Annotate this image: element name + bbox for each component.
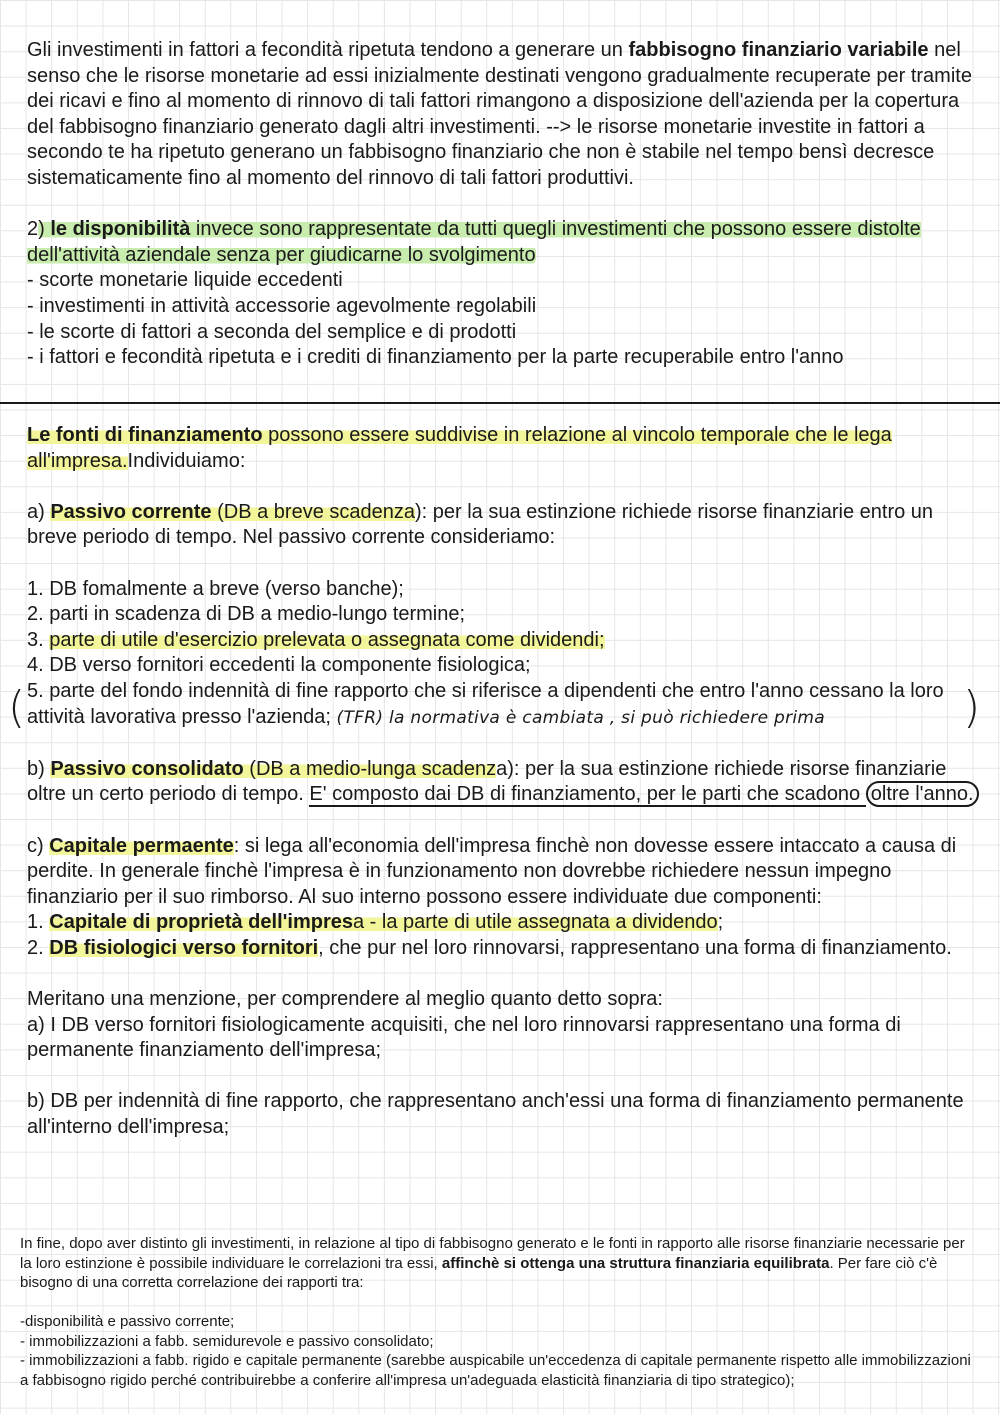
list-item: b) DB per indennità di fine rapporto, che rappresentano anch'essi una forma di finanziamento permanente all'interno dell'impresa; [27,1090,964,1139]
underlined-text: E' composto dai DB di finanziamento, per le parti che scadono [309,783,866,806]
paragraph-fecondita: Gli investimenti in fattori a fecondità ripetuta tendono a generare un fabbisogno finanziario variabile nel senso che le risorse monetarie ad essi inizialmente destinati vengono gradualmente recuperate per tramite dei ricavi e fino al momento di rinnovo di tali fattori rimangono a disposizione dell'azienda per la copertura del fabbisogno finanziario generato dagli altri investimenti. --> le risorse monetarie investite in fattori a secondo te ha ripetuto generano un fabbisogno finanziario che non è stabile nel tempo bensì decresce sistematicamente fino al momento del rinnovo di tali fattori produttivi. [27,39,972,189]
list-item: 1. Capitale di proprietà dell'impresa - la parte di utile assegnata a dividendo; [27,911,724,934]
list-item: 1. DB fomalmente a breve (verso banche); [27,577,404,600]
list-item: 2. DB fisiologici verso fornitori, che pur nel loro rinnovarsi, rappresentano una forma di finanziamento. [27,936,952,959]
highlight-passivo-corrente: Passivo corrente (DB a breve scadenza [50,500,415,523]
paragraph-passivo-corrente: a) Passivo corrente (DB a breve scadenza): per la sua estinzione richiede risorse finanziarie entro un breve periodo di tempo. Nel passivo corrente consideriamo: [27,500,934,549]
list-item: 5. parte del fondo indennità di fine rapporto che si riferisce a dipendenti che entro l'anno cessano la loro attività lavorativa presso l'azienda; (TFR) la normativa è cambiata , si può richiedere prima [27,679,944,728]
list-item: 3. parte di utile d'esercizio prelevata o assegnata come dividendi; [27,628,605,651]
list-item: 4. DB verso fornitori eccedenti la componente fisiologica; [27,654,531,677]
highlight-disponibilita: ) le disponibilità invece sono rappresentate da tutti quegli investimenti che possono essere distolte dell'attività aziendale senza per giudicarne lo svolgimento [27,218,921,266]
list-item: - investimenti in attività accessorie agevolmente regolabili [27,294,537,317]
list-item: - i fattori e fecondità ripetuta e i crediti di finanziamento per la parte recuperabile entro l'anno [27,346,844,369]
handwritten-bracket-right: ) [963,682,981,733]
paragraph-passivo-consolidato: b) Passivo consolidato (DB a medio-lunga scadenza): per la sua estinzione richiede risorse finanziarie oltre un certo periodo di tempo. E' composto dai DB di finanziamento, per le parti che scadono oltre l'anno. [27,757,982,808]
highlight-fonti: Le fonti di finanziamento possono essere suddivise in relazione al vincolo temporale che le lega all'impresa. [27,424,892,472]
list-item: - immobilizzazioni a fabb. rigido e capitale permanente (sarebbe auspicabile un'eccedenza di capitale permanente rispetto alle immobilizzazioni a fabbisogno rigido perché contribuirebbe a conferire all'impresa un'adeguada elasticità finanziaria di tipo strategico); [20,1352,971,1389]
paragraph-menzione: Meritano una menzione, per comprendere al meglio quanto detto sopra: [27,988,663,1011]
list-item: a) I DB verso fornitori fisiologicamente acquisiti, che nel loro rinnovarsi rappresentano una forma di permanente finanziamento dell'impresa; [27,1013,901,1062]
handwritten-note: (TFR) la normativa è cambiata , si può richiedere prima [336,707,826,728]
handwritten-bracket-left: ( [8,682,26,733]
section-fabbisogno [27,38,982,371]
paragraph-capitale-permanente: c) Capitale permaente: si lega all'economia dell'impresa finchè non dovesse essere intaccato a causa di perdite. In generale finchè l'impresa è in funzionamento non dovrebbe richiedere nessun impegno finanziario per il suo rimborso. Al suo interno possono essere individuate due componenti: [27,834,957,908]
paragraph-disponibilita: 2) le disponibilità invece sono rappresentate da tutti quegli investimenti che possono essere distolte dell'attività aziendale senza per giudicarne lo svolgimento [27,218,921,266]
list-item: - scorte monetarie liquide eccedenti [27,269,343,292]
list-item: 2. parti in scadenza di DB a medio-lungo termine; [27,603,466,626]
list-item: - immobilizzazioni a fabb. semidurevole e passivo consolidato; [20,1332,434,1350]
section-fonti [27,423,982,1141]
highlight-capitale-proprieta: Capitale di proprietà dell'impresa - la parte di utile assegnata a dividendo [49,911,718,934]
circled-text: oltre l'anno. [866,781,979,807]
section-divider [0,402,1000,404]
paragraph-conclusione: In fine, dopo aver distinto gli investimenti, in relazione al tipo di fabbisogno generato e le fonti in rapporto alle risorse finanziarie necessarie per la loro estinzione è possibile individuare le correlazioni tra essi, affinchè si ottenga una struttura finanziaria equilibrata. Per fare ciò c'è bisogno di una corretta correlazione dei rapporti tra: [20,1235,965,1291]
list-item: -disponibilità e passivo corrente; [20,1313,235,1330]
list-item: - le scorte di fattori a seconda del semplice e di prodotti [27,320,517,343]
section-conclusione [20,1234,980,1390]
paragraph-fonti-intro: Le fonti di finanziamento possono essere suddivise in relazione al vincolo temporale che le lega all'impresa.Individuiamo: [27,424,892,472]
highlight-passivo-consolidato: Passivo consolidato (DB a medio-lunga scadenz [50,757,497,780]
